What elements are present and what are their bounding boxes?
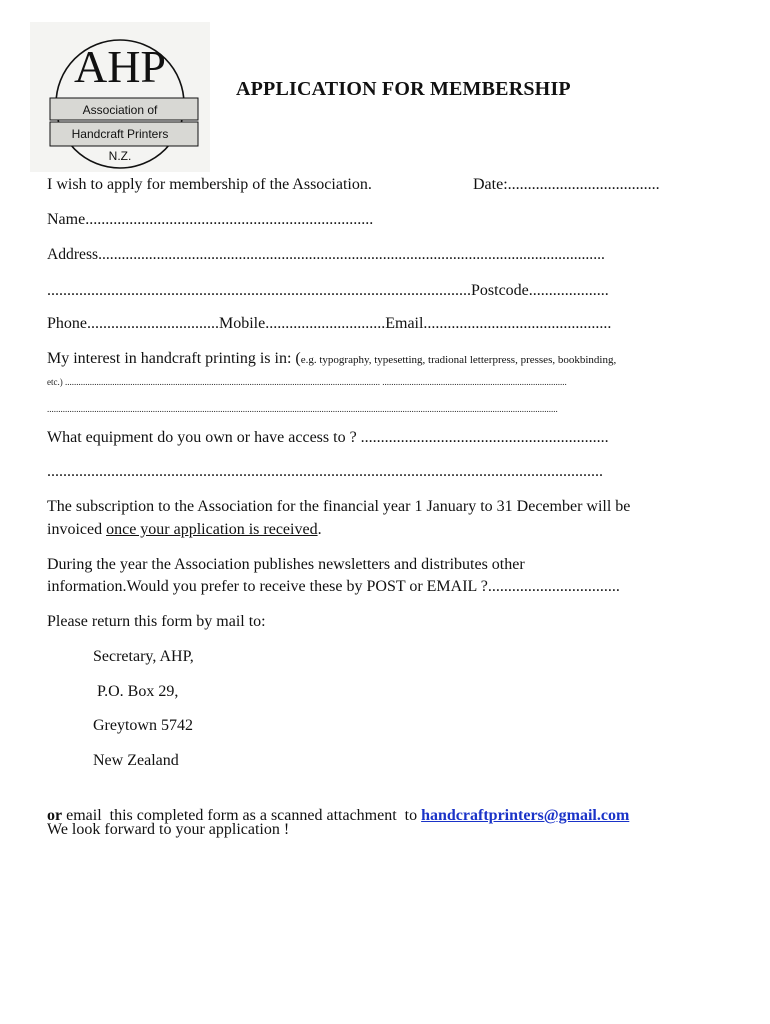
subscription-line-2 — [47, 520, 322, 540]
date-field[interactable]: Date:...................................... — [473, 176, 660, 193]
intro-text: I wish to apply for membership of the Association. — [47, 176, 372, 193]
email-text: email this completed form as a scanned attachment to — [62, 807, 422, 824]
email-or: or — [47, 807, 63, 824]
equipment-field[interactable]: What equipment do you own or have access to ? .............................................................. — [47, 429, 609, 446]
subscription-underlined: once your application is received — [106, 521, 318, 538]
newsletter-line-2[interactable]: information.Would you prefer to receive these by POST or EMAIL ?................................. — [47, 578, 620, 595]
address-line-4: New Zealand — [93, 752, 179, 769]
page-title: APPLICATION FOR MEMBERSHIP — [236, 78, 571, 100]
subscription-suffix: . — [317, 521, 322, 538]
interest-line-2[interactable]: etc.) ............................................................................................................................................ .................................................................................. — [47, 377, 567, 387]
logo-line2: Handcraft Printers — [71, 127, 169, 141]
interest-examples: e.g. typography, typesetting, tradional letterpress, presses, bookbinding, — [300, 354, 617, 366]
interest-label: My interest in handcraft printing is in: ( — [47, 350, 301, 367]
newsletter-line-1: During the year the Association publishes newsletters and distributes other — [47, 556, 525, 573]
equipment-line-2[interactable]: ........................................................................................................................................... — [47, 463, 603, 480]
subscription-prefix: invoiced — [47, 521, 107, 538]
interest-field[interactable] — [47, 349, 616, 370]
email-link[interactable]: handcraftprinters@gmail.com — [421, 807, 630, 824]
phone-mobile-email-field[interactable]: Phone.................................Mobile..............................Email............................................... — [47, 315, 612, 332]
postcode-field[interactable]: ..........................................................................................................Postcode.................... — [47, 282, 609, 299]
interest-line-3[interactable]: ................................................................................................................................................................................................................................... — [47, 404, 558, 414]
address-line-1: Secretary, AHP, — [93, 648, 194, 665]
address-line-2: P.O. Box 29, — [93, 683, 179, 700]
subscription-line-1: The subscription to the Association for the financial year 1 January to 31 December will be — [47, 498, 631, 515]
ahp-logo — [30, 22, 210, 172]
logo-initials: AHP — [73, 41, 167, 92]
name-field[interactable]: Name........................................................................ — [47, 211, 374, 228]
address-field[interactable]: Address.................................................................................................................................. — [47, 246, 605, 263]
address-line-3: Greytown 5742 — [93, 717, 193, 734]
logo-line1: Association of — [82, 103, 158, 117]
closing-text: We look forward to your application ! — [47, 821, 290, 838]
return-instruction: Please return this form by mail to: — [47, 613, 266, 630]
logo-line3: N.Z. — [108, 149, 132, 163]
